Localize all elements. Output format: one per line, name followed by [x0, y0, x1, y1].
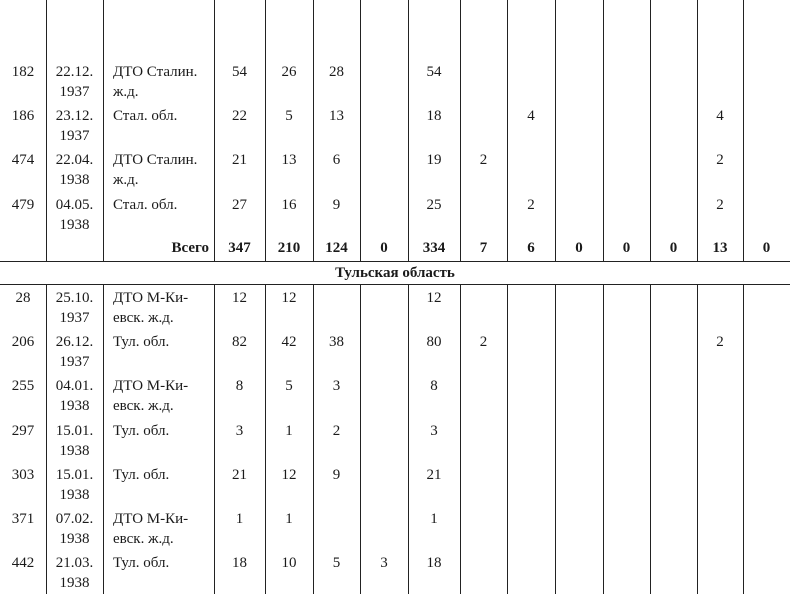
record-organization-line1: ДТО М-Ки- [113, 511, 189, 527]
record-date-line2: 1937 [59, 84, 90, 100]
record-number: 186 [11, 108, 35, 124]
record-value-col-3: 28 [329, 64, 344, 80]
record-value-col-5: 25 [426, 197, 442, 213]
record-value-col-5: 18 [426, 555, 442, 571]
record-number: 442 [11, 555, 35, 571]
record-value-col-2: 26 [281, 64, 297, 80]
total-value-col-9: 0 [622, 240, 631, 256]
record-date-line2: 1938 [59, 217, 90, 233]
record-date-line1: 07.02. [55, 511, 94, 527]
table-column-rule [697, 0, 698, 261]
record-value-col-5: 18 [426, 108, 442, 124]
record-value-col-6: 2 [479, 152, 488, 168]
record-value-col-2: 16 [281, 197, 297, 213]
record-value-col-5: 1 [430, 511, 438, 527]
record-date-line2: 1937 [59, 354, 90, 370]
record-value-col-1: 12 [232, 290, 247, 306]
table-row-rule [0, 284, 790, 285]
table-column-rule [743, 284, 744, 594]
record-value-col-2: 42 [281, 334, 297, 350]
table-column-rule [743, 0, 744, 261]
record-value-col-5: 19 [426, 152, 442, 168]
table-column-rule [313, 0, 314, 261]
record-number: 206 [11, 334, 35, 350]
record-number: 297 [11, 423, 35, 439]
record-date-line1: 22.12. [55, 64, 94, 80]
record-value-col-11: 2 [716, 334, 724, 350]
table-column-rule [103, 0, 104, 261]
table-column-rule [650, 284, 651, 594]
record-value-col-3: 9 [332, 467, 341, 483]
record-value-col-2: 12 [281, 290, 297, 306]
record-value-col-1: 1 [235, 511, 244, 527]
record-date-line2: 1938 [59, 443, 90, 459]
record-date-line1: 26.12. [55, 334, 94, 350]
record-value-col-3: 6 [332, 152, 341, 168]
record-number: 479 [11, 197, 35, 213]
record-value-col-5: 3 [430, 423, 438, 439]
record-organization-line1: ДТО М-Ки- [113, 290, 189, 306]
record-value-col-3: 9 [332, 197, 341, 213]
record-value-col-6: 2 [479, 334, 488, 350]
record-organization-line2: евск. ж.д. [113, 398, 174, 414]
record-value-col-11: 2 [716, 152, 724, 168]
total-value-col-6: 7 [479, 240, 488, 256]
record-number: 182 [11, 64, 35, 80]
record-value-col-3: 5 [332, 555, 341, 571]
record-organization-line1: Тул. обл. [113, 334, 170, 350]
record-organization-line1: Тул. обл. [113, 555, 170, 571]
table-column-rule [555, 284, 556, 594]
record-value-col-5: 54 [426, 64, 442, 80]
record-value-col-5: 8 [430, 378, 438, 394]
record-value-col-3: 2 [332, 423, 341, 439]
total-label: Всего [171, 240, 209, 256]
table-column-rule [507, 0, 508, 261]
table-column-rule [360, 284, 361, 594]
record-date-line1: 21.03. [55, 555, 94, 571]
total-value-col-3: 124 [325, 240, 348, 256]
record-date-line1: 23.12. [55, 108, 94, 124]
record-value-col-11: 4 [716, 108, 724, 124]
record-organization-line1: ДТО М-Ки- [113, 378, 189, 394]
record-number: 371 [11, 511, 35, 527]
record-date-line1: 15.01. [55, 467, 94, 483]
record-value-col-5: 21 [426, 467, 442, 483]
table-column-rule [214, 0, 215, 261]
record-date-line2: 1938 [59, 172, 90, 188]
table-column-rule [507, 284, 508, 594]
region-title: Тульская область [0, 262, 790, 284]
record-value-col-1: 54 [232, 64, 247, 80]
total-value-col-2: 210 [277, 240, 301, 256]
table-column-rule [103, 284, 104, 594]
record-date-line2: 1938 [59, 575, 90, 591]
record-date-line1: 22.04. [55, 152, 94, 168]
record-organization-line1: Тул. обл. [113, 467, 170, 483]
record-value-col-7: 4 [527, 108, 535, 124]
record-organization-line1: Тул. обл. [113, 423, 170, 439]
record-value-col-3: 38 [329, 334, 344, 350]
record-value-col-4: 3 [380, 555, 388, 571]
record-number: 303 [11, 467, 35, 483]
record-number: 255 [11, 378, 35, 394]
record-value-col-1: 27 [232, 197, 247, 213]
record-date-line2: 1937 [59, 310, 90, 326]
record-value-col-11: 2 [716, 197, 724, 213]
table-column-rule [650, 0, 651, 261]
record-date-line1: 04.01. [55, 378, 94, 394]
total-value-col-10: 0 [669, 240, 678, 256]
table-column-rule [360, 0, 361, 261]
record-date-line2: 1938 [59, 487, 90, 503]
record-date-line2: 1937 [59, 128, 90, 144]
total-value-col-5: 334 [422, 240, 446, 256]
record-value-col-2: 13 [281, 152, 297, 168]
record-value-col-1: 21 [232, 152, 247, 168]
record-organization-line1: ДТО Сталин. [113, 64, 198, 80]
record-value-col-2: 1 [285, 511, 293, 527]
record-value-col-3: 13 [329, 108, 344, 124]
record-date-line1: 25.10. [55, 290, 94, 306]
record-value-col-2: 12 [281, 467, 297, 483]
table-column-rule [603, 284, 604, 594]
table-column-rule [460, 0, 461, 261]
record-value-col-3: 3 [332, 378, 341, 394]
total-value-col-4: 0 [380, 240, 388, 256]
total-value-col-12: 0 [762, 240, 771, 256]
record-value-col-1: 3 [235, 423, 244, 439]
record-organization-line1: ДТО Сталин. [113, 152, 198, 168]
record-value-col-1: 8 [235, 378, 244, 394]
record-organization-line2: ж.д. [113, 84, 139, 100]
record-value-col-1: 21 [232, 467, 247, 483]
record-organization-line2: евск. ж.д. [113, 531, 174, 547]
record-number: 474 [11, 152, 35, 168]
total-value-col-7: 6 [527, 240, 535, 256]
record-value-col-2: 1 [285, 423, 293, 439]
record-value-col-5: 12 [426, 290, 442, 306]
total-value-col-11: 13 [712, 240, 728, 256]
record-date-line2: 1938 [59, 531, 90, 547]
record-date-line1: 15.01. [55, 423, 94, 439]
record-value-col-1: 82 [232, 334, 247, 350]
record-value-col-1: 18 [232, 555, 247, 571]
record-value-col-2: 5 [285, 378, 293, 394]
total-value-col-8: 0 [575, 240, 583, 256]
record-value-col-7: 2 [527, 197, 535, 213]
record-organization-line1: Стал. обл. [113, 108, 178, 124]
record-organization-line2: евск. ж.д. [113, 310, 174, 326]
record-value-col-2: 10 [281, 555, 297, 571]
record-organization-line1: Стал. обл. [113, 197, 178, 213]
table-column-rule [265, 0, 266, 261]
record-organization-line2: ж.д. [113, 172, 139, 188]
record-number: 28 [15, 290, 31, 306]
record-date-line2: 1938 [59, 398, 90, 414]
record-date-line1: 04.05. [55, 197, 94, 213]
table-column-rule [555, 0, 556, 261]
total-value-col-1: 347 [228, 240, 251, 256]
table-column-rule [408, 0, 409, 261]
record-value-col-2: 5 [285, 108, 293, 124]
table-column-rule [603, 0, 604, 261]
record-value-col-5: 80 [426, 334, 442, 350]
record-value-col-1: 22 [232, 108, 247, 124]
